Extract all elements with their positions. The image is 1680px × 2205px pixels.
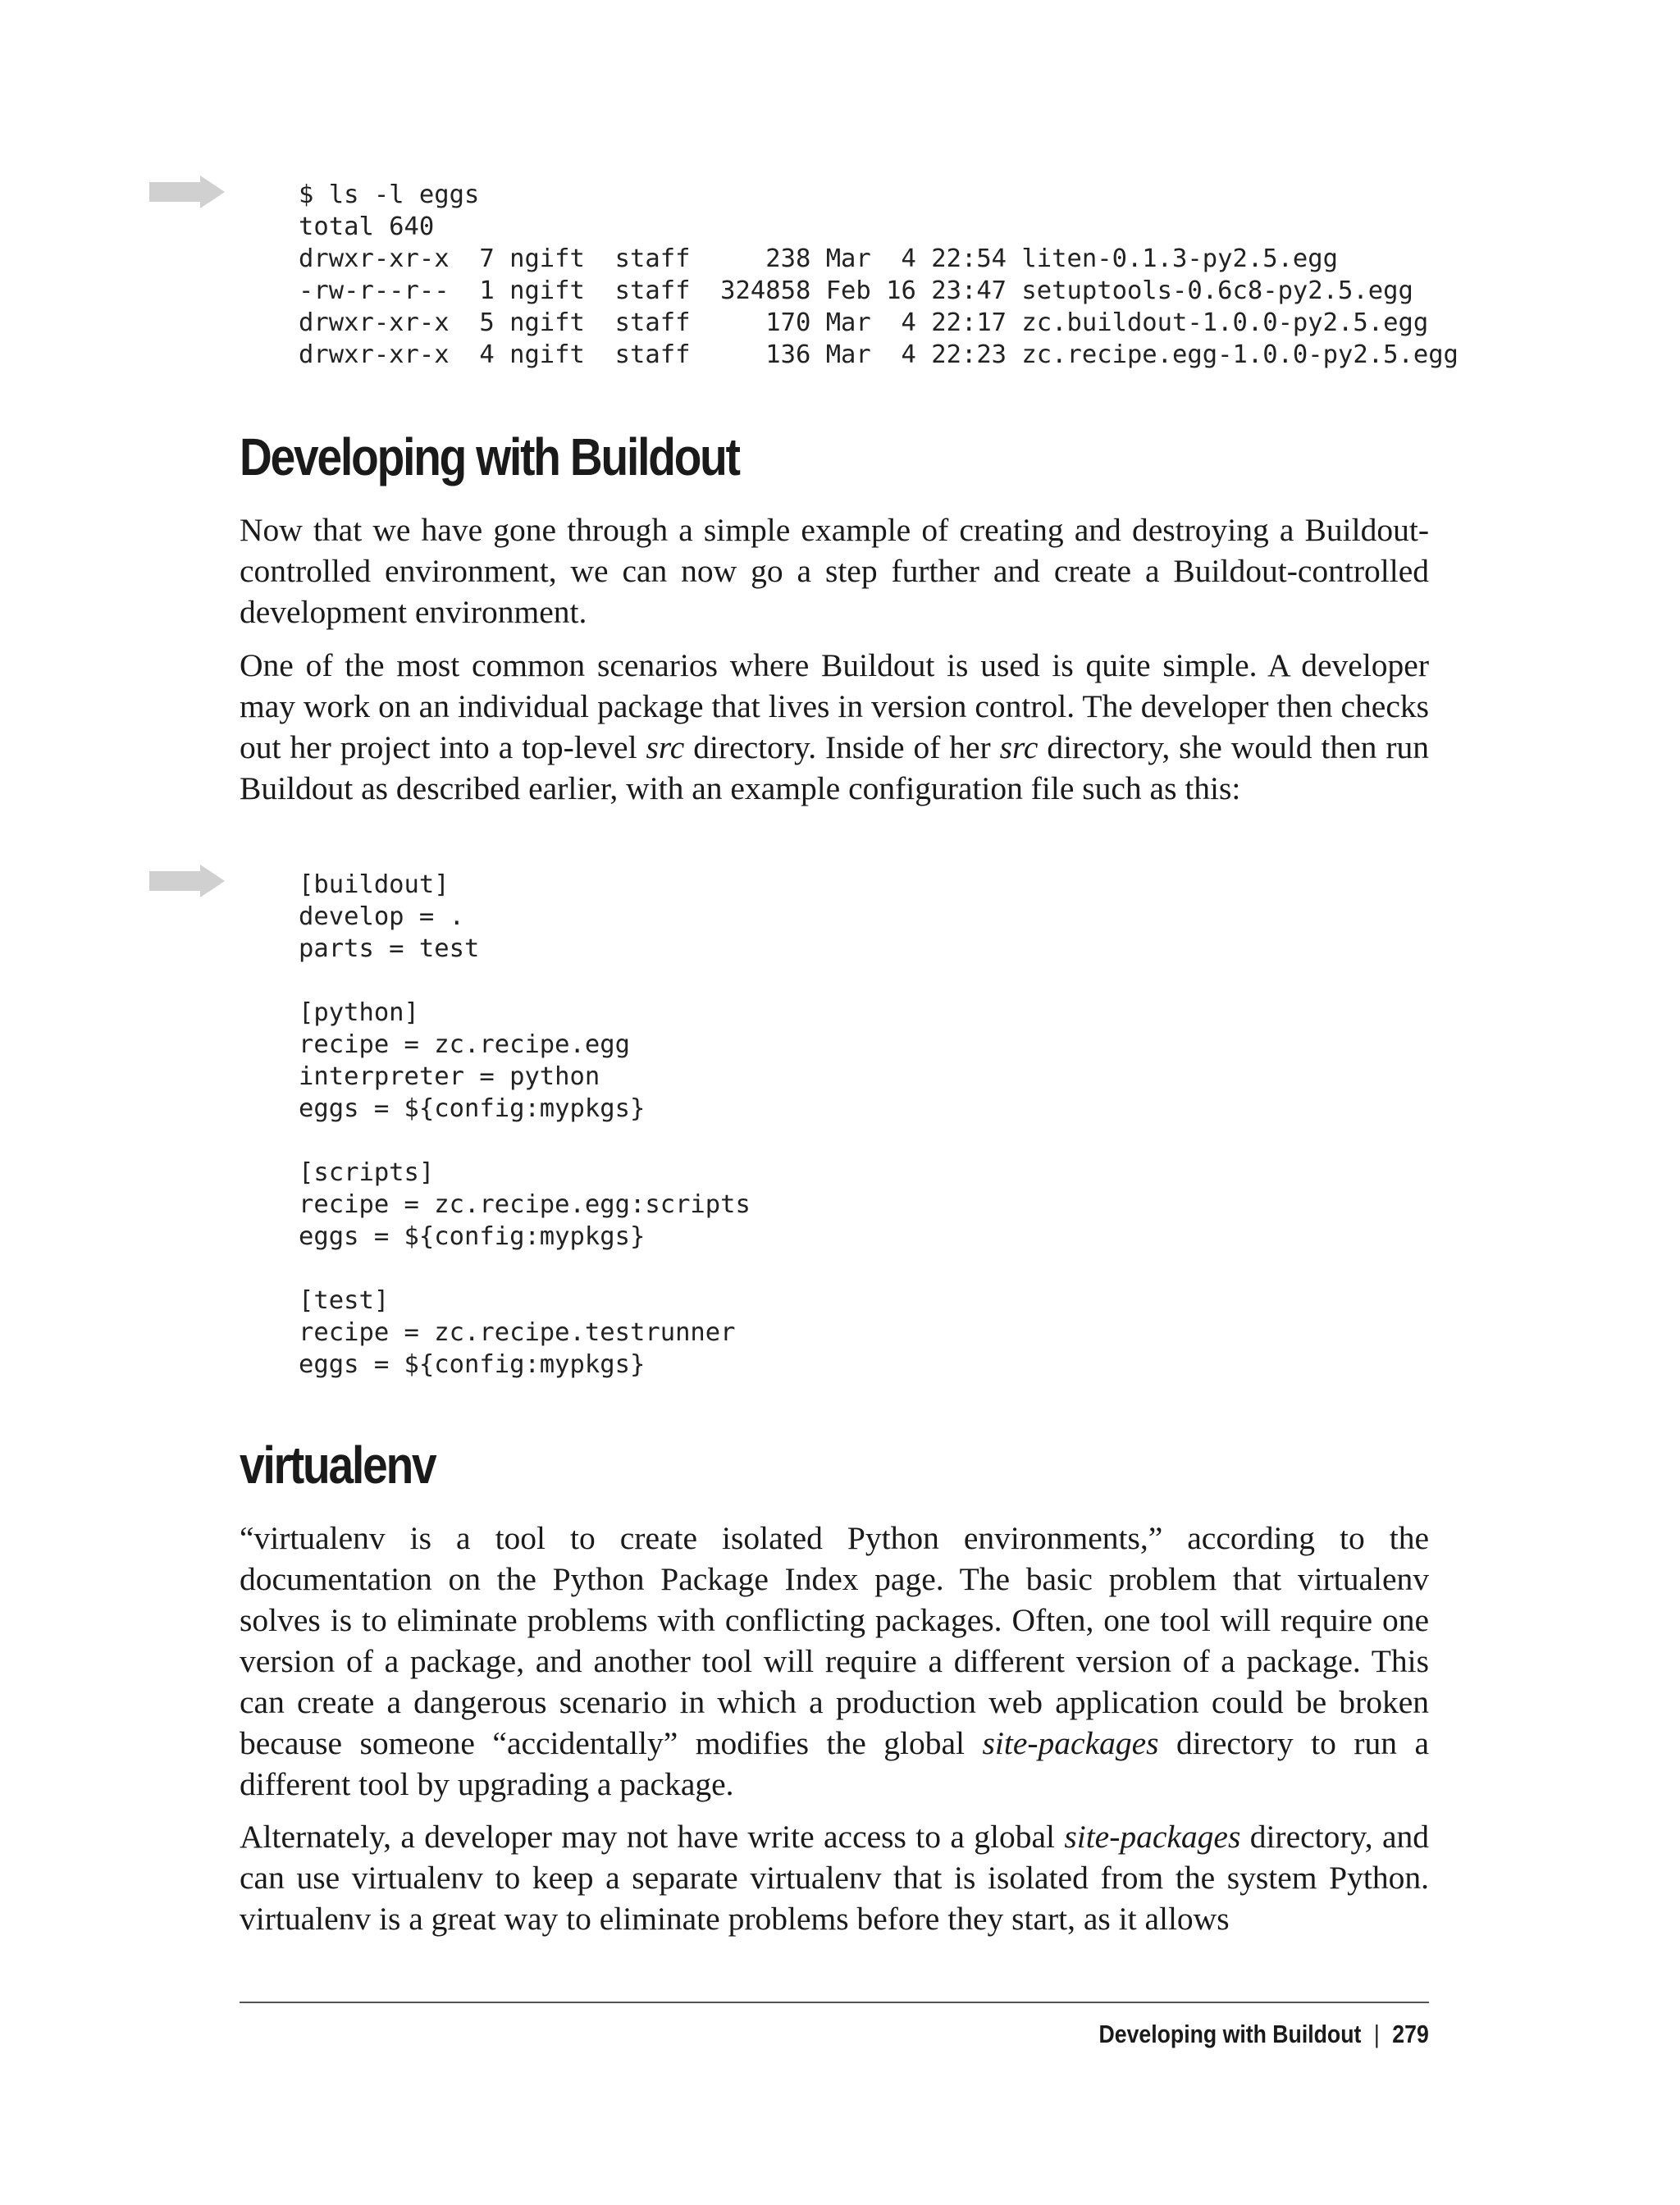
paragraph-buildout-scenario: One of the most common scenarios where Buildout is used is quite simple. A developer may work on an individual package that lives in version control. The developer then checks out her project into a top-level src directory. Inside of her src directory, she would then run Buildout as described earlier, with an example configuration file such as this: [240, 647, 1429, 806]
emphasis-src: src [999, 729, 1039, 765]
paragraph-virtualenv-alternately: Alternately, a developer may not have write access to a global site-packages directory, and can use virtualenv to keep a separate virtualenv that is isolated from the system Python. virtualenv is a great way to eliminate problems before they start, as it allows [240, 1819, 1429, 1937]
footer-section-title: Developing with Buildout [1098, 2020, 1362, 2048]
paragraph-buildout-intro: Now that we have gone through a simple example of creating and destroying a Buildout-controlled environment, we can now go a step further and create a Buildout-controlled development environment. [240, 512, 1429, 630]
page-number: 279 [1392, 2020, 1429, 2048]
arrow-marker-icon [149, 176, 225, 208]
footer-separator: | [1374, 2020, 1381, 2048]
emphasis-site-packages: site-packages [982, 1725, 1159, 1761]
paragraph-virtualenv-intro: “virtualenv is a tool to create isolated Python environments,” according to the documentation on the Python Package Index page. The basic problem that virtualenv solves is to eliminate problems with conflicting packages. Often, one tool will require one version of a package, and another tool will require a different version of a package. This can create a dangerous scenario in which a production web application could be broken because someone “accidentally” modifies the global site-packages directory to run a different tool by upgrading a package. [240, 1520, 1430, 1802]
code-block-buildout-config: [buildout] develop = . parts = test [python] recipe = zc.recipe.egg interpreter = python eggs = ${config:mypkgs} [scripts] recipe = zc.recipe.egg:scripts eggs = ${config:mypkgs} [test] recipe = zc.recipe.testrunner eggs = ${config:mypkgs} [299, 870, 751, 1379]
code-block-ls-eggs: $ ls -l eggs total 640 drwxr-xr-x 7 ngift staff 238 Mar 4 22:54 liten-0.1.3-py2.5.egg -rw-r--r-- 1 ngift staff 324858 Feb 16 23:47 setuptools-0.6c8-py2.5.egg drwxr-xr-x 5 ngift staff 170 Mar 4 22:17 zc.buildout-1.0.0-py2.5.egg drwxr-xr-x 4 ngift staff 136 Mar 4 22:23 zc.recipe.egg-1.0.0-py2.5.egg [299, 180, 1459, 369]
emphasis-src: src [646, 729, 685, 765]
arrow-marker-icon [149, 865, 225, 897]
section-heading-developing-with-buildout: Developing with Buildout [240, 427, 739, 486]
running-footer [1099, 2018, 1429, 2051]
footer-rule [240, 2002, 1429, 2003]
section-heading-virtualenv: virtualenv [240, 1436, 436, 1495]
emphasis-site-packages: site-packages [1064, 1819, 1241, 1855]
